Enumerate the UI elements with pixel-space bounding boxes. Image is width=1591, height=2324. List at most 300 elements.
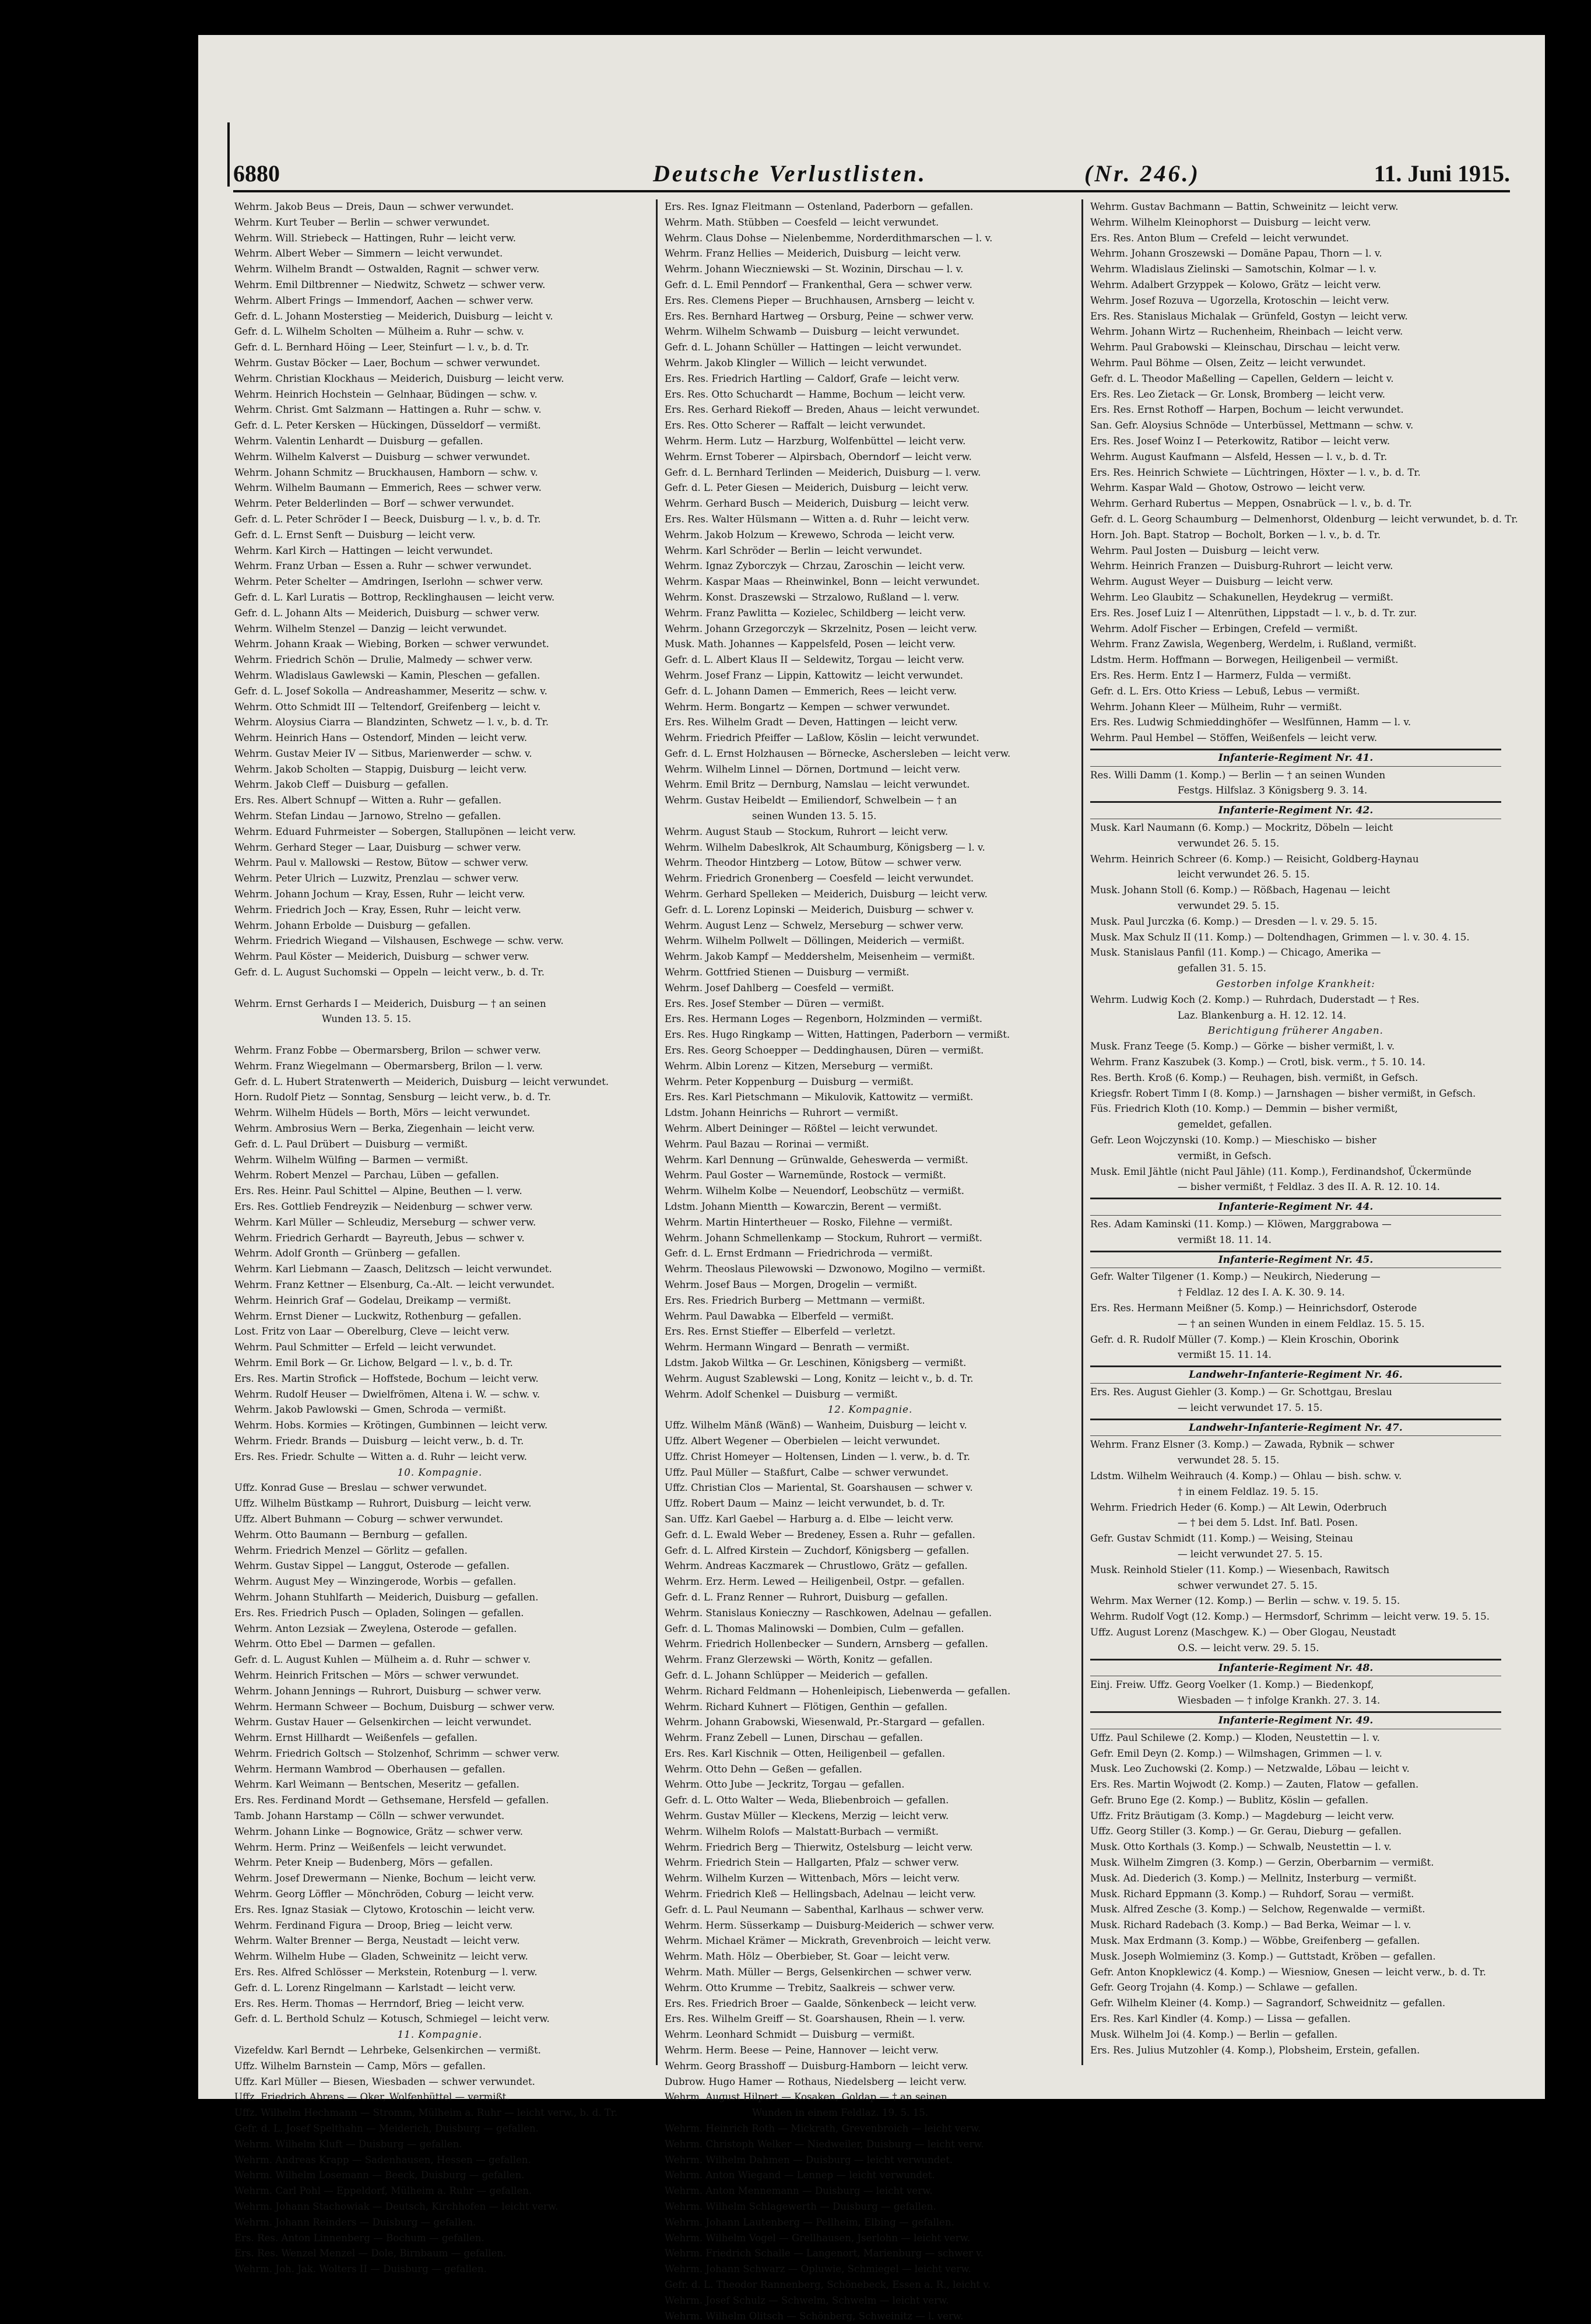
casualty-entry: Wehrm. Richard Feldmann — Hohenleipisch, Liebenwerda — gefallen.	[665, 1685, 1011, 1697]
casualty-entry: Uffz. Christ Homeyer — Holtensen, Linden — l. verw., b. d. Tr.	[665, 1451, 971, 1462]
casualty-entry: Horn. Joh. Bapt. Statrop — Bocholt, Borken — l. v., b. d. Tr.	[1090, 529, 1381, 540]
casualty-entry: Ers. Res. Otto Scherer — Raffalt — leicht verwundet.	[665, 420, 926, 431]
casualty-entry: Wehrm. Friedrich Hollenbecker — Sundern, Arnsberg — gefallen.	[665, 1638, 988, 1650]
casualty-entry: Wehrm. Josef Rozuva — Ugorzella, Krotoschin — leicht verw.	[1090, 294, 1389, 306]
casualty-entry: Wehrm. Peter Kneip — Budenberg, Mörs — gefallen.	[234, 1857, 493, 1869]
casualty-entry: Wehrm. Wilhelm Olitsch — Schönberg, Schweinitz — l. verw.	[665, 2310, 964, 2322]
casualty-entry: Vizefeldw. Karl Berndt — Lehrbeke, Gelsenkirchen — vermißt.	[234, 2045, 541, 2056]
casualty-entry: Wehrm. Jakob Beus — Dreis, Daun — schwer verwundet.	[234, 201, 514, 212]
casualty-entry: Wehrm. Otto Dehn — Geßen — gefallen.	[665, 1763, 862, 1775]
casualty-entry: Wehrm. Jakob Holzum — Krewewo, Schroda — leicht verw.	[665, 529, 955, 540]
casualty-entry: Wehrm. Johann Stachowiak — Deutsch, Kirchhofen — leicht verw.	[234, 2201, 559, 2212]
casualty-entry: Musk. Ad. Diederich (3. Komp.) — Mellnitz, Insterburg — vermißt.	[1090, 1872, 1417, 1884]
casualty-entry: Wehrm. Johann Wieczniewski — St. Wozinin, Dirschau — l. v.	[665, 264, 964, 275]
casualty-entry: Wehrm. Carl Pohl — Eppeldorf, Mülheim a. Ruhr — gefallen.	[234, 2185, 532, 2197]
casualty-entry: Ers. Res. Heinr. Paul Schittel — Alpine, Beuthen — l. verw.	[234, 1185, 522, 1197]
casualty-entry: Gefr. Wilhelm Kleiner (4. Komp.) — Sagrandorf, Schweidnitz — gefallen.	[1090, 1997, 1446, 2009]
regiment-heading: Landwehr-Infanterie-Regiment Nr. 46.	[1090, 1365, 1501, 1384]
casualty-entry: Gefr. d. L. Johann Damen — Emmerich, Rees — leicht verw.	[665, 685, 957, 697]
casualty-entry: Ers. Res. Heinrich Schwiete — Lüchtringen, Höxter — l. v., b. d. Tr.	[1090, 466, 1421, 478]
casualty-entry: Wehrm. Paul v. Mallowski — Restow, Bütow — schwer verw.	[234, 857, 529, 869]
casualty-entry: Wehrm. Franz Pawlitta — Kozielec, Schildberg — leicht verw.	[665, 607, 966, 619]
casualty-entry: San. Gefr. Aloysius Schnöde — Unterbüssel, Mettmann — schw. v.	[1090, 420, 1414, 431]
casualty-entry: Gefr. d. L. Paul Neumann — Sabenthal, Karlhaus — schwer verw.	[665, 1904, 984, 1915]
casualty-entry: Wehrm. Friedrich Berg — Thierwitz, Ostelsburg — leicht verw.	[665, 1841, 973, 1853]
casualty-entry: Wehrm. Jakob Klingler — Willich — leicht verwundet.	[665, 357, 927, 368]
casualty-entry: Uffz. Konrad Guse — Breslau — schwer verwundet.	[234, 1482, 487, 1494]
casualty-entry: Wehrm. Paul Grabowski — Kleinschau, Dirschau — leicht verw.	[1090, 342, 1400, 353]
casualty-entry: Wehrm. Anton Wiegand — Lennep — leicht verwundet.	[665, 2169, 935, 2181]
casualty-entry: Musk. Franz Teege (5. Komp.) — Görke — bisher vermißt, l. v.	[1090, 1041, 1395, 1052]
casualty-entry: Wehrm. Peter Belderlinden — Borf — schwer verwundet.	[234, 498, 514, 510]
casualty-entry: Tamb. Johann Harstamp — Cölln — schwer verwundet.	[234, 1810, 505, 1822]
casualty-entry: Wehrm. Wilhelm Pollwelt — Döllingen, Meiderich — vermißt.	[665, 935, 965, 947]
casualty-entry: Wehrm. Friedrich Menzel — Görlitz — gefallen.	[234, 1544, 468, 1556]
casualty-entry: Musk. Otto Korthals (3. Komp.) — Schwalb, Neustettin — l. v.	[1090, 1841, 1392, 1853]
casualty-entry: Wehrm. Ignaz Zyborczyk — Chrzau, Zaroschin — leicht verw.	[665, 560, 965, 572]
casualty-entry: Wehrm. Franz Urban — Essen a. Ruhr — schwer verwundet.	[234, 560, 532, 572]
casualty-entry: Wehrm. Max Werner (12. Komp.) — Berlin — schw. v. 19. 5. 15.	[1090, 1595, 1400, 1607]
casualty-entry: Gefr. d. L. Ernst Holzhausen — Börnecke, Aschersleben — leicht verw.	[665, 747, 1011, 759]
casualty-entry: Wehrm. Kurt Teuber — Berlin — schwer verwundet.	[234, 216, 490, 228]
casualty-entry: Wehrm. Jakob Pawlowski — Gmen, Schroda — vermißt.	[234, 1404, 507, 1416]
casualty-entry-continuation: gemeldet, gefallen.	[1178, 1119, 1272, 1131]
casualty-entry: Uffz. Wilhelm Büstkamp — Ruhrort, Duisburg — leicht verw.	[234, 1498, 532, 1509]
casualty-entry: Wehrm. Leonhard Schmidt — Duisburg — vermißt.	[665, 2029, 915, 2041]
casualty-entry: Wehrm. Wilhelm Schlagewerth — Duisburg — gefallen.	[665, 2201, 936, 2212]
casualty-entry: Wehrm. Wilhelm Hüdels — Borth, Mörs — leicht verwundet.	[234, 1107, 531, 1119]
casualty-entry: Wehrm. Anton Mennemann — Duisburg — leicht verw.	[665, 2185, 933, 2197]
casualty-entry: Wehrm. Wilhelm Linnel — Dörnen, Dortmund — leicht verw.	[665, 763, 961, 775]
casualty-entry: Wehrm. Albert Weber — Simmern — leicht verwundet.	[234, 248, 503, 259]
casualty-entry: Wehrm. Adolf Schenkel — Duisburg — vermißt.	[665, 1388, 898, 1400]
casualty-entry: Ers. Res. Albert Schnupf — Witten a. Ruhr — gefallen.	[234, 795, 502, 806]
casualty-entry: Wehrm. Adolf Gronth — Grünberg — gefallen.	[234, 1248, 461, 1259]
casualty-entry: Wehrm. August Staub — Stockum, Ruhrort — leicht verw.	[665, 826, 949, 837]
regiment-heading: Infanterie-Regiment Nr. 45.	[1090, 1251, 1501, 1269]
casualty-entry: Gefr. d. L. Johann Schüller — Hattingen — leicht verwundet.	[665, 342, 962, 353]
casualty-entry: Ers. Res. Hugo Ringkamp — Witten, Hattingen, Paderborn — vermißt.	[665, 1029, 1010, 1041]
section-subheading: 11. Kompagnie.	[397, 2029, 483, 2041]
casualty-entry: Wehrm. Josef Baus — Morgen, Drogelin — vermißt.	[665, 1279, 918, 1290]
casualty-entry: Wehrm. Karl Schröder — Berlin — leicht verwundet.	[665, 545, 922, 556]
casualty-entry: Wehrm. Eduard Fuhrmeister — Sobergen, Stallupönen — leicht verw.	[234, 826, 576, 837]
casualty-entry: Ers. Res. Anton Blum — Crefeld — leicht verwundet.	[1090, 232, 1349, 244]
casualty-entry-continuation: — † an seinen Wunden in einem Feldlaz. 15. 5. 15.	[1178, 1318, 1425, 1329]
casualty-entry: Wehrm. Kaspar Wald — Ghotow, Ostrowo — leicht verw.	[1090, 482, 1365, 494]
casualty-entry-continuation: — leicht verwundet 17. 5. 15.	[1178, 1402, 1323, 1413]
casualty-entry: Uffz. Friedrich Abrens — Oker, Wolfenbüttel — vermißt.	[234, 2091, 510, 2103]
casualty-entry: Wehrm. Heinrich Schreer (6. Komp.) — Reisicht, Goldberg-Haynau	[1090, 853, 1419, 865]
casualty-entry: Ers. Res. Friedrich Burberg — Mettmann — vermißt.	[665, 1294, 925, 1306]
casualty-entry-continuation: Festgs. Hilfslaz. 3 Königsberg 9. 3. 14.	[1178, 785, 1368, 796]
casualty-entry-continuation: vermißt, in Gefsch.	[1178, 1150, 1272, 1161]
casualty-entry: Wehrm. Paul Köster — Meiderich, Duisburg — schwer verw.	[234, 951, 529, 963]
casualty-entry: Wehrm. Gerhard Steger — Laar, Duisburg — schwer verw.	[234, 841, 521, 853]
casualty-entry: Ers. Res. Herm. Thomas — Herrndorf, Brieg — leicht verw.	[234, 1997, 525, 2009]
casualty-entry: Gefr. d. L. Josef Spelthahn — Meiderich, Duisburg — gefallen.	[234, 2123, 539, 2135]
casualty-entry: Musk. Richard Radebach (3. Komp.) — Bad Berka, Weimar — l. v.	[1090, 1919, 1411, 1931]
casualty-entry: Wehrm. Johann Kleer — Mülheim, Ruhr — vermißt.	[1090, 701, 1342, 712]
casualty-entry: Wehrm. Richard Kuhnert — Flötigen, Genthin — gefallen.	[665, 1701, 948, 1712]
casualty-entry: Ers. Res. Anton Linnenberg — Bochum — gefallen.	[234, 2232, 484, 2244]
casualty-entry: Wehrm. Stanislaus Konieczny — Raschkowen, Adelnau — gefallen.	[665, 1607, 992, 1619]
casualty-entry: Wehrm. Adolf Fischer — Erbingen, Crefeld — vermißt.	[1090, 623, 1358, 634]
casualty-entry: Wehrm. Paul Hembel — Stöffen, Weißenfels — leicht verw.	[1090, 732, 1378, 744]
casualty-entry: Wehrm. August Kaufmann — Alsfeld, Hessen — l. v., b. d. Tr.	[1090, 451, 1388, 462]
casualty-entry: Uffz. Paul Schilewe (2. Komp.) — Kloden, Neustettin — l. v.	[1090, 1732, 1380, 1743]
casualty-entry: Gefr. d. L. Josef Sokolla — Andreashammer, Meseritz — schw. v.	[234, 685, 547, 697]
casualty-entry: Wehrm. Herm. Bongartz — Kempen — schwer verwundet.	[665, 701, 950, 712]
casualty-entry: Wehrm. Valentin Lenhardt — Duisburg — gefallen.	[234, 435, 483, 447]
casualty-entry: Gefr. d. L. Theodor Maßelling — Capellen, Geldern — leicht v.	[1090, 373, 1394, 384]
casualty-entry: Wehrm. Albert Deininger — Rößtel — leicht verwundet.	[665, 1123, 938, 1135]
casualty-entry: Gefr. d. L. Peter Giesen — Meiderich, Duisburg — leicht verw.	[665, 482, 969, 494]
casualty-entry: Uffz. Karl Müller — Biesen, Wiesbaden — schwer verwundet.	[234, 2076, 535, 2087]
casualty-entry: Ers. Res. Ernst Rothoff — Harpen, Bochum — leicht verwundet.	[1090, 404, 1404, 416]
casualty-entry: Wehrm. Leo Glaubitz — Schakunellen, Heydekrug — vermißt.	[1090, 591, 1394, 603]
casualty-entry: Dubrow. Hugo Hamer — Rothaus, Niedelsberg — leicht verw.	[665, 2076, 967, 2087]
casualty-entry: Ers. Res. Gerhard Riekoff — Breden, Ahaus — leicht verwundet.	[665, 404, 980, 416]
casualty-entry: Wehrm. Albin Lorenz — Kitzen, Merseburg — vermißt.	[665, 1060, 933, 1072]
casualty-entry: Wehrm. Joh. Jak. Wolters II — Duisburg — gefallen.	[234, 2263, 487, 2275]
casualty-entry: Gefr. d. L. Emil Penndorf — Frankenthal, Gera — schwer verw.	[665, 279, 972, 290]
casualty-entry: Wehrm. Georg Löffler — Mönchröden, Coburg — leicht verw.	[234, 1888, 535, 1900]
casualty-entry: Musk. Paul Jurczka (6. Komp.) — Dresden — l. v. 29. 5. 15.	[1090, 915, 1378, 927]
casualty-entry: Wehrm. Wilhelm Schwamb — Duisburg — leicht verwundet.	[665, 326, 960, 338]
casualty-entry: Ldstm. Wilhelm Weihrauch (4. Komp.) — Ohlau — bish. schw. v.	[1090, 1470, 1402, 1482]
casualty-entry: Wehrm. Paul Goster — Warnemünde, Rostock — vermißt.	[665, 1170, 946, 1181]
casualty-entry: Uffz. Albert Wegener — Oberbielen — leicht verwundet.	[665, 1435, 940, 1447]
casualty-entry: Wehrm. Wilhelm Kolbe — Neuendorf, Leobschütz — vermißt.	[665, 1185, 965, 1197]
casualty-entry: Gefr. d. L. Wilhelm Scholten — Mülheim a. Ruhr — schw. v.	[234, 326, 524, 338]
section-subheading: 10. Kompagnie.	[397, 1466, 483, 1478]
casualty-entry: Gefr. d. L. Ewald Weber — Bredeney, Essen a. Ruhr — gefallen.	[665, 1529, 975, 1540]
casualty-entry: Wehrm. Jakob Scholten — Stappig, Duisburg — leicht verw.	[234, 763, 527, 775]
casualty-entry: Gefr. d. R. Rudolf Müller (7. Komp.) — Klein Kroschin, Oborink	[1090, 1333, 1399, 1345]
casualty-entry: Wehrm. Karl Kirch — Hattingen — leicht verwundet.	[234, 545, 493, 556]
casualty-entry: Ers. Res. Hermann Meißner (5. Komp.) — Heinrichsdorf, Osterode	[1090, 1302, 1417, 1314]
casualty-entry: Füs. Friedrich Kloth (10. Komp.) — Demmin — bisher vermißt,	[1090, 1103, 1398, 1115]
casualty-entry: Wehrm. Herm. Lutz — Harzburg, Wolfenbüttel — leicht verw.	[665, 435, 966, 447]
casualty-entry: Wehrm. Ernst Toberer — Alpirsbach, Oberndorf — leicht verw.	[665, 451, 972, 462]
casualty-entry: Wehrm. Otto Krumme — Trebitz, Saalkreis — schwer verw.	[665, 1982, 956, 1993]
casualty-entry: Ers. Res. Josef Luiz I — Altenrüthen, Lippstadt — l. v., b. d. Tr. zur.	[1090, 607, 1417, 619]
casualty-entry: Horn. Rudolf Pietz — Sonntag, Sensburg — leicht verw., b. d. Tr.	[234, 1091, 552, 1103]
casualty-entry: Wehrm. Ernst Hillhardt — Weißenfels — gefallen.	[234, 1732, 478, 1744]
casualty-entry: Wehrm. August Mey — Winzingerode, Worbis — gefallen.	[234, 1576, 517, 1588]
casualty-entry: Wehrm. Stefan Lindau — Jarnowo, Strelno — gefallen.	[234, 810, 501, 822]
casualty-entry: Musk. Max Schulz II (11. Komp.) — Doltendhagen, Grimmen — l. v. 30. 4. 15.	[1090, 931, 1470, 943]
casualty-entry: Wehrm. Wilhelm Rolofs — Malstatt-Burbach — vermißt.	[665, 1826, 939, 1837]
casualty-entry: Wehrm. Christian Klockhaus — Meiderich, Duisburg — leicht verw.	[234, 373, 564, 384]
casualty-entry: Gefr. Anton Knopklewicz (4. Komp.) — Wiesniow, Gnesen — leicht verw., b. d. Tr.	[1090, 1966, 1487, 1978]
casualty-column-2	[665, 199, 1076, 2322]
casualty-entry-continuation: seinen Wunden 13. 5. 15.	[752, 810, 877, 822]
casualty-entry	[234, 1027, 645, 1043]
casualty-entry: Wehrm. Johann Kraak — Wiebing, Borken — schwer verwundet.	[234, 638, 549, 650]
casualty-entry: Wehrm. Friedr. Brands — Duisburg — leicht verw., b. d. Tr.	[234, 1435, 524, 1447]
casualty-entry: Ldstm. Jakob Wiltka — Gr. Leschinen, Königsberg — vermißt.	[665, 1357, 967, 1368]
casualty-entry: Wehrm. Franz Zebell — Lunen, Dirschau — gefallen.	[665, 1732, 923, 1744]
casualty-entry: Wehrm. Gustav Sippel — Langgut, Osterode — gefallen.	[234, 1560, 510, 1572]
casualty-entry: Wehrm. Heinrich Roth — Mickrath, Grevenbroich — leicht verw.	[665, 2123, 981, 2135]
casualty-entry: Gefr. Georg Trojahn (4. Komp.) — Schlawe — gefallen.	[1090, 1982, 1358, 1993]
casualty-entry: Wehrm. Franz Elsner (3. Komp.) — Zawada, Rybnik — schwer	[1090, 1439, 1395, 1451]
casualty-entry: Wehrm. Wilhelm Hube — Gladen, Schweinitz — leicht verw.	[234, 1951, 528, 1963]
casualty-entry: Ers. Res. Gottlieb Fendreyzik — Neidenburg — schwer verw.	[234, 1201, 533, 1212]
casualty-entry: Wehrm. Herm. Beese — Peine, Hannover — leicht verw.	[665, 2045, 939, 2056]
casualty-entry: Gefr. d. L. Johann Mosterstieg — Meiderich, Duisburg — leicht v.	[234, 310, 553, 322]
casualty-entry: Ers. Res. Stanislaus Michalak — Grünfeld, Gostyn — leicht verw.	[1090, 310, 1408, 322]
casualty-entry: Ers. Res. Karl Pietschmann — Mikulovik, Kattowitz — vermißt.	[665, 1091, 974, 1103]
casualty-entry: Wehrm. Johann Stuhlfarth — Meiderich, Duisburg — gefallen.	[234, 1591, 539, 1603]
casualty-entry-continuation: Laz. Blankenburg a. H. 12. 12. 14.	[1178, 1009, 1347, 1021]
casualty-entry: Wehrm. Johann Schwarz — Opluwie, Schmiegel — leicht verw.	[665, 2263, 971, 2275]
casualty-entry: Ers. Res. Friedrich Hartling — Caldorf, Grafe — leicht verw.	[665, 373, 960, 384]
casualty-entry: Ldstm. Johann Heinrichs — Ruhrort — vermißt.	[665, 1107, 898, 1119]
casualty-entry: Wehrm. Wilhelm Dabeslkrok, Alt Schaumburg, Königsberg — l. v.	[665, 841, 985, 853]
casualty-entry-continuation: — leicht verwundet 27. 5. 15.	[1178, 1548, 1323, 1560]
casualty-entry: Wehrm. Wilhelm Brandt — Ostwalden, Ragnit — schwer verw.	[234, 264, 540, 275]
casualty-entry: Wehrm. Paul Josten — Duisburg — leicht verw.	[1090, 545, 1320, 556]
casualty-entry-continuation: verwundet 29. 5. 15.	[1178, 900, 1280, 912]
casualty-entry: Wehrm. Friedrich Joch — Kray, Essen, Ruhr — leicht verw.	[234, 904, 521, 915]
casualty-entry: Gefr. d. L. Otto Walter — Weda, Bliebenbroich — gefallen.	[665, 1795, 949, 1806]
casualty-entry: Gefr. d. L. Georg Schaumburg — Delmenhorst, Oldenburg — leicht verwundet, b. d. Tr.	[1090, 513, 1518, 525]
casualty-entry: Wehrm. Wilhelm Vogel — Grellhausen, Jserlohn — leicht verw.	[665, 2232, 971, 2244]
casualty-entry: Ers. Res. Walter Hülsmann — Witten a. d. Ruhr — leicht verw.	[665, 513, 970, 525]
casualty-entry: Wehrm. Josef Dahlberg — Coesfeld — vermißt.	[665, 982, 894, 994]
page-edge-mark	[227, 122, 230, 187]
casualty-entry: Wehrm. Heinrich Fritschen — Mörs — schwer verwundet.	[234, 1669, 519, 1681]
casualty-entry: Wehrm. Johann Erbolde — Duisburg — gefallen.	[234, 919, 471, 931]
casualty-entry: Ers. Res. August Giehler (3. Komp.) — Gr. Schottgau, Breslau	[1090, 1386, 1392, 1398]
casualty-entry-continuation: verwundet 28. 5. 15.	[1178, 1455, 1280, 1466]
casualty-entry: Wehrm. Michael Krämer — Mickrath, Grevenbroich — leicht verw.	[665, 1935, 992, 1947]
casualty-entry: Wehrm. Gerhard Spelleken — Meiderich, Duisburg — leicht verw.	[665, 889, 988, 900]
casualty-entry: San. Uffz. Karl Gaebel — Harburg a. d. Elbe — leicht verw.	[665, 1513, 954, 1525]
casualty-entry: Wehrm. Paul Bazau — Rorinai — vermißt.	[665, 1138, 869, 1150]
casualty-entry: Wehrm. Hermann Wingard — Benrath — vermißt.	[665, 1342, 910, 1353]
casualty-entry: Ers. Res. Ludwig Schmieddinghöfer — Weslfünnen, Hamm — l. v.	[1090, 717, 1411, 728]
casualty-entry: Wehrm. Wladislaus Gawlewski — Kamin, Pleschen — gefallen.	[234, 669, 540, 681]
newspaper-page	[198, 35, 1545, 2322]
casualty-entry: Wehrm. Johann Linke — Bognowice, Grätz — schwer verw.	[234, 1826, 523, 1837]
casualty-entry: Wehrm. Ludwig Koch (2. Komp.) — Ruhrdach, Duderstadt — † Res.	[1090, 994, 1420, 1005]
casualty-entry: Wehrm. Gustav Heibeldt — Emiliendorf, Schwelbein — † an	[665, 795, 957, 806]
casualty-entry: Wehrm. Franz Wiegelmann — Obermarsberg, Brilon — l. verw.	[234, 1060, 543, 1072]
casualty-entry-continuation: O.S. — leicht verw. 29. 5. 15.	[1178, 1642, 1319, 1654]
casualty-entry: Wehrm. Heinrich Franzen — Duisburg-Ruhrort — leicht verw.	[1090, 560, 1393, 572]
casualty-entry: Ers. Res. Alfred Schlösser — Merkstein, Rotenburg — l. verw.	[234, 1967, 538, 1978]
casualty-entry: Musk. Wilhelm Zimgren (3. Komp.) — Gerzin, Oberbarnim — vermißt.	[1090, 1857, 1434, 1869]
regiment-heading: Infanterie-Regiment Nr. 44.	[1090, 1198, 1501, 1216]
casualty-entry: Wehrm. Johann Groszewski — Domäne Papau, Thorn — l. v.	[1090, 248, 1382, 259]
casualty-entry: Ers. Res. Julius Mutzohler (4. Komp.), Plobsheim, Erstein, gefallen.	[1090, 2044, 1420, 2056]
casualty-entry: Wehrm. Friedrich Heder (6. Komp.) — Alt Lewin, Oderbruch	[1090, 1501, 1387, 1513]
casualty-entry: Wehrm. Ernst Gerhards I — Meiderich, Duisburg — † an seinen	[234, 998, 546, 1009]
casualty-entry: Wehrm. Heinrich Hans — Ostendorf, Minden — leicht verw.	[234, 732, 528, 744]
casualty-entry: Gefr. d. L. Alfred Kirstein — Zuchdorf, Königsberg — gefallen.	[665, 1544, 970, 1556]
casualty-entry: Wehrm. Johann Lautenberg — Pellheim, Elbing — gefallen.	[665, 2216, 954, 2228]
casualty-entry: Wehrm. Hobs. Kormies — Krötingen, Gumbinnen — leicht verw.	[234, 1420, 548, 1431]
casualty-entry: Wehrm. Johann Schmitz — Bruckhausen, Hamborn — schw. v.	[234, 466, 538, 478]
casualty-entry: Gefr. d. L. Lorenz Ringelmann — Karlstadt — leicht verw.	[234, 1982, 516, 1993]
casualty-entry: Wehrm. Math. Hölz — Oberbieber, St. Goar — leicht verw.	[665, 1951, 950, 1963]
casualty-entry: Wehrm. Gustav Böcker — Laer, Bochum — schwer verwundet.	[234, 357, 540, 368]
casualty-entry: Wehrm. Josef Schulz — Schwelm, Schwelm — leicht verw.	[665, 2294, 949, 2306]
casualty-entry: Wehrm. Karl Müller — Schleudiz, Merseburg — schwer verw.	[234, 1216, 536, 1228]
casualty-entry: Wehrm. Andreas Kaczmarek — Chrustlowo, Grätz — gefallen.	[665, 1560, 968, 1572]
casualty-entry: Uffz. Robert Daum — Mainz — leicht verwundet, b. d. Tr.	[665, 1498, 945, 1509]
casualty-entry: Gefr. Walter Tilgener (1. Komp.) — Neukirch, Niederung —	[1090, 1271, 1381, 1283]
casualty-entry: Wehrm. Heinrich Hochstein — Gelnhaar, Büdingen — schw. v.	[234, 388, 538, 400]
casualty-entry: Wehrm. Will. Striebeck — Hattingen, Ruhr — leicht verw.	[234, 232, 516, 244]
casualty-entry: Gefr. d. L. Bernhard Terlinden — Meiderich, Duisburg — l. verw.	[665, 466, 981, 478]
casualty-entry: Wehrm. Paul Dawabka — Elberfeld — vermißt.	[665, 1310, 894, 1322]
section-subheading: Gestorben infolge Krankheit:	[1216, 978, 1375, 990]
casualty-entry: Ers. Res. Martin Strofick — Hoffstede, Bochum — leicht verw.	[234, 1372, 539, 1384]
casualty-entry: Ers. Res. Georg Schoepper — Deddinghausen, Düren — vermißt.	[665, 1045, 984, 1056]
casualty-entry: Wehrm. Friedrich Stein — Hallgarten, Pfalz — schwer verw.	[665, 1857, 960, 1869]
casualty-entry: Wehrm. Erz. Herm. Lewed — Heiligenbeil, Ostpr. — gefallen.	[665, 1576, 965, 1588]
casualty-entry: Wehrm. Wilhelm Kleinophorst — Duisburg — leicht verw.	[1090, 216, 1371, 228]
issue-number: (Nr. 246.)	[1084, 160, 1200, 187]
casualty-entry: Gefr. d. L. Bernhard Höing — Leer, Steinfurt — l. v., b. d. Tr.	[234, 342, 529, 353]
casualty-entry-continuation: † in einem Feldlaz. 19. 5. 15.	[1178, 1486, 1319, 1497]
casualty-entry: Uffz. Georg Stiller (3. Komp.) — Gr. Gerau, Dieburg — gefallen.	[1090, 1826, 1402, 1837]
casualty-entry: Wehrm. Wilhelm Dahmen — Duisburg — leicht verwundet.	[665, 2154, 953, 2165]
casualty-entry: Ers. Res. Wilhelm Greiff — St. Goarshausen, Rhein — l. verw.	[665, 2013, 965, 2025]
casualty-entry: Wehrm. Georg Brasshoff — Duisburg-Hamborn — leicht verw.	[665, 2060, 968, 2072]
casualty-entry: Wehrm. Friedrich Kleß — Hellingsbach, Adelnau — leicht verw.	[665, 1888, 977, 1900]
casualty-entry: Wehrm. Gustav Müller — Kleckens, Merzig — leicht verw.	[665, 1810, 949, 1822]
casualty-entry: Uffz. Christian Clos — Mariental, St. Goarshausen — schwer v.	[665, 1482, 973, 1494]
casualty-entry: Wehrm. Adalbert Grzyppek — Kolowo, Grätz — leicht verw.	[1090, 279, 1381, 290]
casualty-entry: Wehrm. Wilhelm Losemann — Beeck, Duisburg — gefallen.	[234, 2169, 525, 2181]
casualty-entry: Wehrm. Herm. Prinz — Weißenfels — leicht verwundet.	[234, 1841, 507, 1853]
casualty-entry: Wehrm. Jakob Kampf — Meddershelm, Meisenheim — vermißt.	[665, 951, 975, 963]
casualty-entry: Wehrm. Peter Ulrich — Luzwitz, Prenzlau — schwer verw.	[234, 873, 519, 884]
casualty-entry: Ers. Res. Clemens Pieper — Bruchhausen, Arnsberg — leicht v.	[665, 294, 975, 306]
casualty-entry: Ers. Res. Wenzel Menzel — Dole, Birnbaum — gefallen.	[234, 2248, 507, 2259]
casualty-entry: Wehrm. Otto Ebel — Darmen — gefallen.	[234, 1638, 436, 1650]
casualty-entry-continuation: † Feldlaz. 12 des I. A. K. 30. 9. 14.	[1178, 1287, 1345, 1298]
casualty-entry: Wehrm. Albert Frings — Immendorf, Aachen — schwer verw.	[234, 294, 533, 306]
casualty-entry: Wehrm. Johann Reinders — Duisburg — gefallen.	[234, 2216, 476, 2228]
casualty-entry: Wehrm. Gerhard Rubertus — Meppen, Osnabrück — l. v., b. d. Tr.	[1090, 498, 1412, 510]
casualty-entry: Uffz. Wilhelm Barnstein — Camp, Mörs — gefallen.	[234, 2060, 486, 2072]
casualty-entry-continuation: schwer verwundet 27. 5. 15.	[1178, 1579, 1318, 1591]
page-header	[233, 157, 1510, 192]
casualty-entry: Ers. Res. Ignaz Stasiak — Clytowo, Krotoschin — leicht verw.	[234, 1904, 535, 1915]
casualty-entry: Wehrm. Friedrich Pfeiffer — Laßlow, Köslin — leicht verwundet.	[665, 732, 979, 744]
casualty-entry: Uffz. Wilhelm Hechmann — Stromm, Mülheim a. Ruhr — leicht verw., b. d. Tr.	[234, 2107, 618, 2119]
casualty-entry: Wehrm. Theodor Hintzberg — Lotow, Bütow — schwer verw.	[665, 857, 962, 869]
casualty-entry: Gefr. d. L. Hubert Stratenwerth — Meiderich, Duisburg — leicht verwundet.	[234, 1076, 609, 1087]
casualty-entry: Gefr. d. L. Paul Drübert — Duisburg — vermißt.	[234, 1138, 468, 1150]
casualty-entry: Wehrm. Gustav Meier IV — Sitbus, Marienwerder — schw. v.	[234, 747, 532, 759]
casualty-entry: Ldstm. Herm. Hoffmann — Borwegen, Heiligenbeil — vermißt.	[1090, 654, 1399, 666]
casualty-entry: Wehrm. Franz Zawisla, Wegenberg, Werdelm, i. Rußland, vermißt.	[1090, 638, 1417, 650]
casualty-entry: Wehrm. Johann Grabowski, Wiesenwald, Pr.-Stargard — gefallen.	[665, 1716, 985, 1728]
casualty-entry: Wehrm. Johann Jennings — Ruhrort, Duisburg — schwer verw.	[234, 1685, 542, 1697]
casualty-entry: Wehrm. Franz Hellies — Meiderich, Duisburg — leicht verw.	[665, 248, 961, 259]
casualty-entry: Wehrm. Rudolf Heuser — Dwielfrömen, Altena i. W. — schw. v.	[234, 1388, 540, 1400]
casualty-entry: Gefr. d. L. Johann Alts — Meiderich, Duisburg — schwer verw.	[234, 607, 540, 619]
casualty-entry: Res. Willi Damm (1. Komp.) — Berlin — † an seinen Wunden	[1090, 769, 1386, 781]
casualty-entry: Wehrm. Konst. Draszewski — Strzalowo, Rußland — l. verw.	[665, 591, 960, 603]
casualty-column-1	[234, 199, 645, 2275]
casualty-entry: Musk. Stanislaus Panfil (11. Komp.) — Chicago, Amerika —	[1090, 947, 1381, 959]
casualty-entry: Wehrm. Friedrich Goltsch — Stolzenhof, Schrimm — schwer verw.	[234, 1747, 560, 1759]
casualty-entry: Musk. Math. Johannes — Kappelsfeld, Posen — leicht verw.	[665, 638, 956, 650]
casualty-entry: Ers. Res. Friedr. Schulte — Witten a. d. Ruhr — leicht verw.	[234, 1451, 528, 1462]
section-subheading: 12. Kompagnie.	[827, 1404, 913, 1416]
casualty-entry: Wehrm. Wilhelm Wülfing — Barmen — vermißt.	[234, 1154, 469, 1165]
casualty-entry: Ers. Res. Wilhelm Gradt — Deven, Hattingen — leicht verw.	[665, 717, 958, 728]
casualty-entry: Wehrm. Franz Fobbe — Obermarsberg, Brilon — schwer verw.	[234, 1045, 541, 1056]
casualty-entry: Gefr. d. L. Thomas Malinowski — Dombien, Culm — gefallen.	[665, 1623, 964, 1634]
casualty-entry-continuation: Wunden 13. 5. 15.	[322, 1013, 412, 1025]
casualty-entry: Gefr. d. L. Lorenz Lopinski — Meiderich, Duisburg — schwer v.	[665, 904, 974, 915]
casualty-entry: Wehrm. Ernst Diener — Luckwitz, Rothenburg — gefallen.	[234, 1310, 522, 1322]
casualty-entry: Wehrm. Karl Dennung — Grünwalde, Geheswerda — vermißt.	[665, 1154, 968, 1165]
casualty-entry: Wehrm. Wilhelm Kluft — Duisburg — gefallen.	[234, 2138, 462, 2150]
casualty-entry: Gefr. Emil Deyn (2. Komp.) — Wilmshagen, Grimmen — l. v.	[1090, 1747, 1382, 1759]
casualty-entry: Wehrm. Hermann Schweer — Bochum, Duisburg — schwer verw.	[234, 1701, 555, 1712]
casualty-entry: Wehrm. Wilhelm Stenzel — Danzig — leicht verwundet.	[234, 623, 507, 634]
casualty-entry: Musk. Johann Stoll (6. Komp.) — Rößbach, Hagenau — leicht	[1090, 884, 1390, 896]
casualty-entry: Wehrm. Friedrich Gerhardt — Bayreuth, Jebus — schwer v.	[234, 1232, 525, 1244]
casualty-entry: Wehrm. Walter Brenner — Berga, Neustadt — leicht verw.	[234, 1935, 520, 1947]
casualty-entry: Wehrm. Christoph Welker — Niedweiler, Duisburg — leicht verw.	[665, 2138, 984, 2150]
casualty-entry: Ers. Res. Friedrich Broer — Gaalde, Sönkenbeck — leicht verw.	[665, 1997, 977, 2009]
casualty-entry: Wehrm. Wladislaus Zielinski — Samotschin, Kolmar — l. v.	[1090, 264, 1376, 275]
casualty-entry: Wehrm. Wilhelm Kalverst — Duisburg — schwer verwundet.	[234, 451, 531, 462]
casualty-entry: Uffz. August Lorenz (Maschgew. K.) — Ober Glogau, Neustadt	[1090, 1626, 1396, 1638]
casualty-entry: Ers. Res. Herm. Entz I — Harmerz, Fulda — vermißt.	[1090, 669, 1351, 681]
casualty-entry-continuation: vermißt 18. 11. 14.	[1178, 1234, 1272, 1245]
casualty-entry: Gefr. d. L. Peter Kersken — Hückingen, Düsseldorf — vermißt.	[234, 420, 541, 431]
casualty-entry-continuation: verwundet 26. 5. 15.	[1178, 837, 1280, 849]
casualty-entry: Uffz. Wilhelm Mänß (Wänß) — Wanheim, Duisburg — leicht v.	[665, 1420, 967, 1431]
casualty-entry: Wehrm. Wilhelm Kurzen — Wittenbach, Mörs — leicht verw.	[665, 1873, 960, 1884]
casualty-entry: Wehrm. Emil Britz — Dernburg, Namslau — leicht verwundet.	[665, 779, 970, 791]
casualty-entry: Wehrm. Ferdinand Figura — Droop, Brieg — leicht verw.	[234, 1919, 513, 1931]
casualty-entry: Wehrm. Karl Weimann — Bentschen, Meseritz — gefallen.	[234, 1779, 519, 1791]
regiment-heading: Infanterie-Regiment Nr. 48.	[1090, 1659, 1501, 1677]
casualty-entry: Gefr. d. L. Berthold Schulz — Kotusch, Schmiegel — leicht verw.	[234, 2013, 550, 2025]
casualty-entry: Musk. Emil Jähtle (nicht Paul Jähle) (11. Komp.), Ferdinandshof, Ückermünde	[1090, 1165, 1471, 1177]
casualty-entry: Wehrm. Rudolf Vogt (12. Komp.) — Hermsdorf, Schrimm — leicht verw. 19. 5. 15.	[1090, 1611, 1490, 1623]
casualty-entry: Gefr. Gustav Schmidt (11. Komp.) — Weising, Steinau	[1090, 1533, 1353, 1544]
casualty-entry: Wehrm. Franz Glerzewski — Wörth, Konitz — gefallen.	[665, 1654, 933, 1666]
casualty-entry: Wehrm. Paul Schmitter — Erfeld — leicht verwundet.	[234, 1342, 497, 1353]
casualty-entry: Gefr. d. L. Albert Klaus II — Seldewitz, Torgau — leicht verw.	[665, 654, 964, 666]
column-divider	[1081, 199, 1083, 2065]
casualty-entry: Ers. Res. Ernst Stieffer — Elberfeld — verletzt.	[665, 1326, 895, 1337]
casualty-entry: Wehrm. Claus Dohse — Nielenbemme, Norderdithmarschen — l. v.	[665, 232, 993, 244]
casualty-entry: Wehrm. Franz Kaszubek (3. Komp.) — Crotl, bisk. verm., † 5. 10. 14.	[1090, 1056, 1425, 1068]
casualty-entry: Gefr. d. L. August Kuhlen — Mülheim a. d. Ruhr — schwer v.	[234, 1654, 531, 1666]
casualty-entry: Ers. Res. Hermann Loges — Regenborn, Holzminden — vermißt.	[665, 1013, 983, 1025]
casualty-entry: Wehrm. Kaspar Maas — Rheinwinkel, Bonn — leicht verwundet.	[665, 576, 980, 588]
casualty-entry: Wehrm. Gustav Hauer — Gelsenkirchen — leicht verwundet.	[234, 1716, 532, 1728]
casualty-entry: Musk. Wilhelm Joi (4. Komp.) — Berlin — gefallen.	[1090, 2028, 1338, 2040]
casualty-entry: Wehrm. Emil Bork — Gr. Lichow, Belgard — l. v., b. d. Tr.	[234, 1357, 513, 1368]
